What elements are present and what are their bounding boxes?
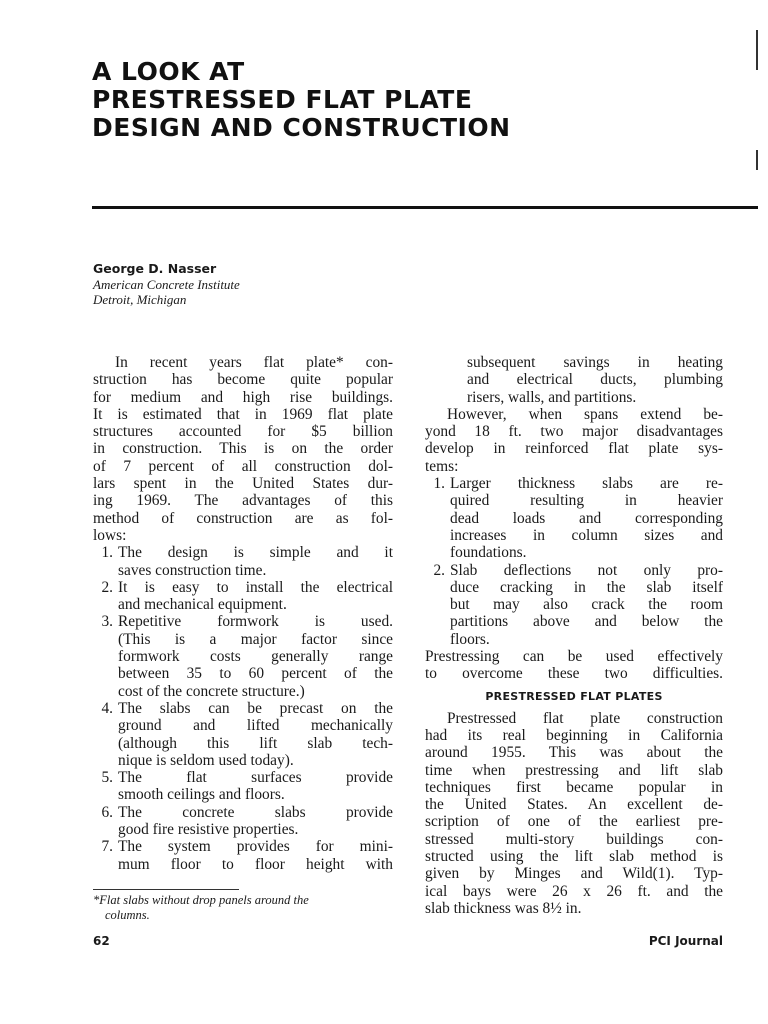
body-line: develop in reinforced flat plate sys- — [425, 440, 723, 458]
list-line: floors. — [450, 630, 490, 648]
journal-name: PCI Journal — [648, 934, 723, 948]
author-block — [93, 261, 240, 307]
body-line: had its real beginning in California — [425, 726, 723, 744]
body-line: However, when spans extend be- — [447, 405, 723, 423]
body-line: lows: — [93, 526, 127, 544]
list-number: 2. — [101, 578, 113, 596]
body-line: ical bays were 26 x 26 ft. and the — [425, 882, 723, 900]
body-line: ing 1969. The advantages of this — [93, 492, 393, 510]
body-line: method of construction are as fol- — [93, 509, 393, 527]
title-line-1: A LOOK AT — [92, 57, 245, 86]
body-line: for medium and high rise buildings. — [93, 388, 393, 406]
body-line: Prestressed flat plate construction — [447, 709, 723, 727]
list-item — [93, 700, 393, 769]
list-number: 7. — [101, 838, 113, 856]
body-line: It is estimated that in 1969 flat plate — [93, 405, 393, 423]
title-line-3: DESIGN AND CONSTRUCTION — [92, 113, 511, 142]
body-line: stressed multi-story buildings con- — [425, 830, 723, 848]
body-line: of 7 percent of all construction dol- — [93, 457, 393, 475]
page-edge-mark — [756, 30, 758, 70]
author-location: Detroit, Michigan — [93, 292, 187, 307]
list-number: 6. — [101, 803, 113, 821]
article-title — [92, 58, 712, 142]
list-line: increases in column sizes and — [450, 526, 723, 544]
list-line: nique is seldom used today). — [118, 751, 294, 769]
list-item — [93, 579, 393, 614]
list-number: 2. — [433, 561, 445, 579]
body-line: structed using the lift slab method is — [425, 848, 723, 866]
list-item — [93, 769, 393, 804]
title-rule — [92, 206, 758, 209]
body-line: Prestressing can be used effectively — [425, 648, 723, 666]
list-line: (although this lift slab tech- — [118, 734, 393, 752]
list-line: between 35 to 60 percent of the — [118, 665, 393, 683]
body-line: to overcome these two difficulties. — [425, 665, 723, 683]
page-edge-mark — [756, 150, 758, 170]
body-line: struction has become quite popular — [93, 371, 393, 389]
list-line: The design is simple and it — [118, 544, 393, 562]
body-line: yond 18 ft. two major disadvantages — [425, 423, 723, 441]
list-line: duce cracking in the slab itself — [450, 578, 723, 596]
body-line: tems: — [425, 457, 459, 475]
body-line: the United States. An excellent de- — [425, 796, 723, 814]
section-heading: PRESTRESSED FLAT PLATES — [485, 689, 663, 703]
list-line: ground and lifted mechanically — [118, 717, 393, 735]
list-line: partitions above and below the — [450, 613, 723, 631]
list-line: smooth ceilings and floors. — [118, 786, 285, 804]
list-item — [93, 544, 393, 579]
list-number: 4. — [101, 699, 113, 717]
list-line: mum floor to floor height with — [118, 855, 393, 873]
list-line: Larger thickness slabs are re- — [450, 475, 723, 493]
list-line: Repetitive formwork is used. — [118, 613, 393, 631]
list-number: 3. — [101, 613, 113, 631]
body-line: around 1955. This was about the — [425, 744, 723, 762]
list-line: The concrete slabs provide — [118, 803, 393, 821]
right-column — [425, 354, 723, 917]
list-line: saves construction time. — [118, 561, 267, 579]
left-column — [93, 354, 393, 873]
list-line: (This is a major factor since — [118, 630, 393, 648]
page-number: 62 — [93, 934, 110, 948]
list-number: 1. — [433, 475, 445, 493]
body-line: risers, walls, and partitions. — [467, 388, 637, 406]
list-line: The slabs can be precast on the — [118, 699, 393, 717]
list-line: cost of the concrete structure.) — [118, 682, 305, 700]
list-line: formwork costs generally range — [118, 648, 393, 666]
list-line: Slab deflections not only pro- — [450, 561, 723, 579]
list-line: The flat surfaces provide — [118, 769, 393, 787]
footnote-rule — [93, 889, 239, 890]
body-line: time when prestressing and lift slab — [425, 761, 723, 779]
list-item — [93, 613, 393, 699]
footnote-line: columns. — [105, 908, 150, 922]
body-line: slab thickness was 8½ in. — [425, 899, 582, 917]
list-line: It is easy to install the electrical — [118, 578, 393, 596]
list-line: dead loads and corresponding — [450, 509, 723, 527]
list-line: but may also crack the room — [450, 596, 723, 614]
body-line: In recent years flat plate* con- — [115, 354, 393, 371]
author-affiliation: American Concrete Institute — [93, 277, 240, 292]
list-number: 1. — [101, 544, 113, 562]
list-line: good fire resistive properties. — [118, 821, 299, 839]
list-item — [425, 475, 723, 561]
footnote — [93, 893, 393, 923]
footnote-line: *Flat slabs without drop panels around the — [93, 893, 309, 907]
body-line: in construction. This is on the order — [93, 440, 393, 458]
body-line: and electrical ducts, plumbing — [467, 371, 723, 389]
body-line: structures accounted for $5 billion — [93, 423, 393, 441]
list-line: foundations. — [450, 544, 527, 562]
list-item — [425, 562, 723, 648]
body-line: scription of one of the earliest pre- — [425, 813, 723, 831]
list-item — [93, 838, 393, 873]
title-line-2: PRESTRESSED FLAT PLATE — [92, 85, 473, 114]
body-line: subsequent savings in heating — [467, 354, 723, 371]
list-number: 5. — [101, 769, 113, 787]
body-line: given by Minges and Wild(1). Typ- — [425, 865, 723, 883]
list-line: quired resulting in heavier — [450, 492, 723, 510]
list-line: The system provides for mini- — [118, 838, 393, 856]
body-line: lars spent in the United States dur- — [93, 475, 393, 493]
list-item — [93, 804, 393, 839]
body-line: techniques first became popular in — [425, 778, 723, 796]
list-line: and mechanical equipment. — [118, 596, 287, 614]
author-name: George D. Nasser — [93, 261, 217, 276]
